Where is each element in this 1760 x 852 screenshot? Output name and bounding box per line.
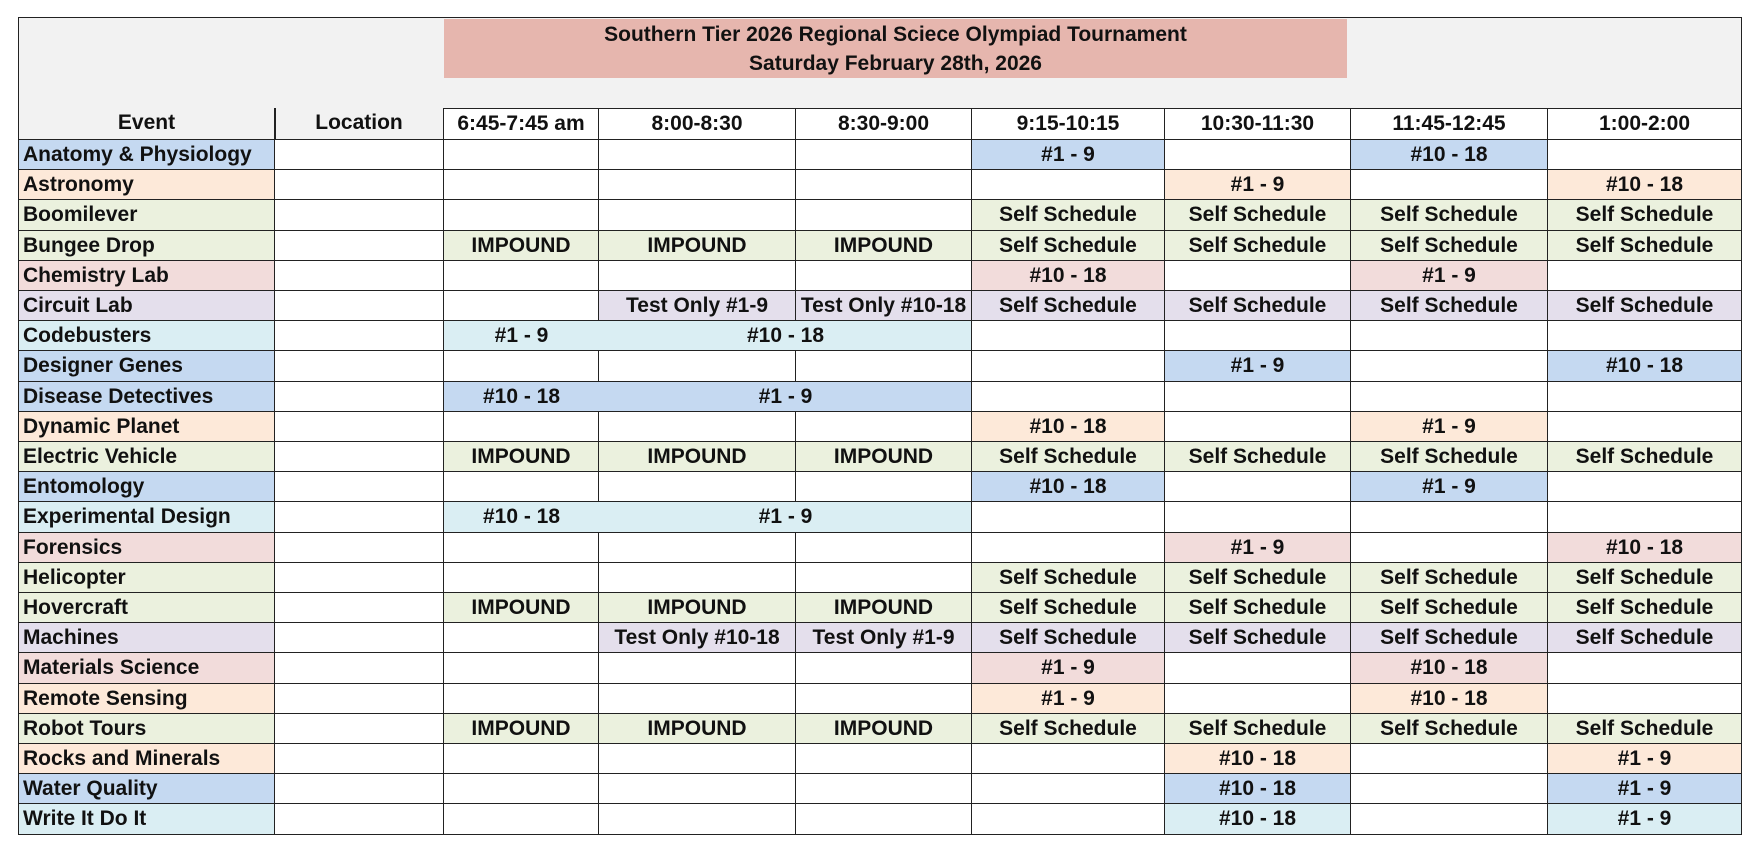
schedule-cell-anatomy-physiology-11-45-12-45[interactable]: #10 - 18 xyxy=(1351,140,1548,170)
schedule-cell-remote-sensing-1-00-2-00[interactable] xyxy=(1548,684,1742,714)
schedule-cell-machines-8-00-8-30[interactable]: Test Only #10-18 xyxy=(599,623,796,653)
header-divider xyxy=(274,108,276,140)
schedule-cell-write-it-do-it-6-45-7-45-am[interactable] xyxy=(444,804,599,834)
schedule-cell-bungee-drop-6-45-7-45-am[interactable]: IMPOUND xyxy=(444,231,599,261)
schedule-cell-astronomy-1-00-2-00[interactable]: #10 - 18 xyxy=(1548,170,1742,200)
schedule-cell-astronomy-6-45-7-45-am[interactable] xyxy=(444,170,599,200)
schedule-cell-designer-genes-10-30-11-30[interactable]: #1 - 9 xyxy=(1165,351,1351,381)
event-name-boomilever[interactable]: Boomilever xyxy=(18,200,275,230)
column-header-10-30-11-30: 10:30-11:30 xyxy=(1165,108,1351,140)
event-name-robot-tours[interactable]: Robot Tours xyxy=(18,714,275,744)
event-name-machines[interactable]: Machines xyxy=(18,623,275,653)
schedule-cell-boomilever-11-45-12-45[interactable]: Self Schedule xyxy=(1351,200,1548,230)
schedule-cell-boomilever-8-30-9-00[interactable] xyxy=(796,200,972,230)
schedule-cell-disease-detectives-location[interactable] xyxy=(275,382,444,412)
schedule-cell-electric-vehicle-6-45-7-45-am[interactable]: IMPOUND xyxy=(444,442,599,472)
schedule-cell-robot-tours-location[interactable] xyxy=(275,714,444,744)
schedule-cell-water-quality-8-00-8-30[interactable] xyxy=(599,774,796,804)
schedule-cell-electric-vehicle-8-30-9-00[interactable]: IMPOUND xyxy=(796,442,972,472)
schedule-cell-experimental-design-9-15-10-15[interactable] xyxy=(972,502,1165,532)
schedule-cell-astronomy-8-30-9-00[interactable] xyxy=(796,170,972,200)
schedule-cell-write-it-do-it-1-00-2-00[interactable]: #1 - 9 xyxy=(1548,804,1742,834)
schedule-cell-entomology-11-45-12-45[interactable]: #1 - 9 xyxy=(1351,472,1548,502)
schedule-cell-chemistry-lab-1-00-2-00[interactable] xyxy=(1548,261,1742,291)
schedule-cell-machines-9-15-10-15[interactable]: Self Schedule xyxy=(972,623,1165,653)
schedule-cell-experimental-design-location[interactable] xyxy=(275,502,444,532)
schedule-cell-rocks-and-minerals-8-00-8-30[interactable] xyxy=(599,744,796,774)
schedule-cell-chemistry-lab-11-45-12-45[interactable]: #1 - 9 xyxy=(1351,261,1548,291)
schedule-cell-dynamic-planet-1-00-2-00[interactable] xyxy=(1548,412,1742,442)
schedule-cell-forensics-11-45-12-45[interactable] xyxy=(1351,533,1548,563)
schedule-cell-hovercraft-9-15-10-15[interactable]: Self Schedule xyxy=(972,593,1165,623)
schedule-cell-boomilever-6-45-7-45-am[interactable] xyxy=(444,200,599,230)
event-name-electric-vehicle[interactable]: Electric Vehicle xyxy=(18,442,275,472)
schedule-cell-disease-detectives-11-45-12-45[interactable] xyxy=(1351,382,1548,412)
schedule-cell-circuit-lab-11-45-12-45[interactable]: Self Schedule xyxy=(1351,291,1548,321)
schedule-cell-boomilever-location[interactable] xyxy=(275,200,444,230)
schedule-cell-anatomy-physiology-location[interactable] xyxy=(275,140,444,170)
schedule-cell-materials-science-8-00-8-30[interactable] xyxy=(599,653,796,683)
schedule-cell-write-it-do-it-9-15-10-15[interactable] xyxy=(972,804,1165,834)
schedule-cell-forensics-9-15-10-15[interactable] xyxy=(972,533,1165,563)
schedule-cell-materials-science-6-45-7-45-am[interactable] xyxy=(444,653,599,683)
schedule-cell-designer-genes-11-45-12-45[interactable] xyxy=(1351,351,1548,381)
schedule-cell-designer-genes-1-00-2-00[interactable]: #10 - 18 xyxy=(1548,351,1742,381)
schedule-cell-machines-1-00-2-00[interactable]: Self Schedule xyxy=(1548,623,1742,653)
schedule-cell-materials-science-10-30-11-30[interactable] xyxy=(1165,653,1351,683)
column-header-1-00-2-00: 1:00-2:00 xyxy=(1548,108,1742,140)
schedule-cell-disease-detectives-10-30-11-30[interactable] xyxy=(1165,382,1351,412)
schedule-cell-astronomy-8-00-8-30[interactable] xyxy=(599,170,796,200)
column-header-8-30-9-00: 8:30-9:00 xyxy=(796,108,972,140)
schedule-cell-remote-sensing-9-15-10-15[interactable]: #1 - 9 xyxy=(972,684,1165,714)
schedule-cell-astronomy-9-15-10-15[interactable] xyxy=(972,170,1165,200)
schedule-cell-hovercraft-10-30-11-30[interactable]: Self Schedule xyxy=(1165,593,1351,623)
schedule-cell-anatomy-physiology-8-30-9-00[interactable] xyxy=(796,140,972,170)
schedule-cell-designer-genes-location[interactable] xyxy=(275,351,444,381)
schedule-cell-codebusters-location[interactable] xyxy=(275,321,444,351)
schedule-cell-remote-sensing-11-45-12-45[interactable]: #10 - 18 xyxy=(1351,684,1548,714)
schedule-cell-rocks-and-minerals-10-30-11-30[interactable]: #10 - 18 xyxy=(1165,744,1351,774)
schedule-cell-dynamic-planet-location[interactable] xyxy=(275,412,444,442)
schedule-cell-dynamic-planet-8-00-8-30[interactable] xyxy=(599,412,796,442)
schedule-cell-electric-vehicle-9-15-10-15[interactable]: Self Schedule xyxy=(972,442,1165,472)
schedule-cell-electric-vehicle-10-30-11-30[interactable]: Self Schedule xyxy=(1165,442,1351,472)
schedule-cell-experimental-design-10-30-11-30[interactable] xyxy=(1165,502,1351,532)
event-name-astronomy[interactable]: Astronomy xyxy=(18,170,275,200)
schedule-cell-dynamic-planet-9-15-10-15[interactable]: #10 - 18 xyxy=(972,412,1165,442)
schedule-cell-designer-genes-6-45-7-45-am[interactable] xyxy=(444,351,599,381)
schedule-cell-bungee-drop-9-15-10-15[interactable]: Self Schedule xyxy=(972,231,1165,261)
schedule-cell-materials-science-11-45-12-45[interactable]: #10 - 18 xyxy=(1351,653,1548,683)
schedule-cell-designer-genes-8-00-8-30[interactable] xyxy=(599,351,796,381)
schedule-cell-rocks-and-minerals-1-00-2-00[interactable]: #1 - 9 xyxy=(1548,744,1742,774)
schedule-cell-remote-sensing-8-00-8-30[interactable] xyxy=(599,684,796,714)
schedule-cell-robot-tours-9-15-10-15[interactable]: Self Schedule xyxy=(972,714,1165,744)
schedule-cell-rocks-and-minerals-11-45-12-45[interactable] xyxy=(1351,744,1548,774)
schedule-cell-rocks-and-minerals-9-15-10-15[interactable] xyxy=(972,744,1165,774)
schedule-cell-hovercraft-8-30-9-00[interactable]: IMPOUND xyxy=(796,593,972,623)
schedule-cell-dynamic-planet-10-30-11-30[interactable] xyxy=(1165,412,1351,442)
event-name-bungee-drop[interactable]: Bungee Drop xyxy=(18,231,275,261)
event-name-remote-sensing[interactable]: Remote Sensing xyxy=(18,684,275,714)
schedule-cell-hovercraft-11-45-12-45[interactable]: Self Schedule xyxy=(1351,593,1548,623)
schedule-cell-codebusters-1-00-2-00[interactable] xyxy=(1548,321,1742,351)
schedule-cell-entomology-location[interactable] xyxy=(275,472,444,502)
column-header-location: Location xyxy=(275,108,444,140)
event-name-entomology[interactable]: Entomology xyxy=(18,472,275,502)
schedule-cell-forensics-location[interactable] xyxy=(275,533,444,563)
schedule-cell-helicopter-9-15-10-15[interactable]: Self Schedule xyxy=(972,563,1165,593)
schedule-cell-circuit-lab-8-00-8-30[interactable]: Test Only #1-9 xyxy=(599,291,796,321)
schedule-cell-hovercraft-6-45-7-45-am[interactable]: IMPOUND xyxy=(444,593,599,623)
schedule-cell-remote-sensing-8-30-9-00[interactable] xyxy=(796,684,972,714)
schedule-cell-water-quality-8-30-9-00[interactable] xyxy=(796,774,972,804)
schedule-cell-remote-sensing-location[interactable] xyxy=(275,684,444,714)
schedule-cell-forensics-8-30-9-00[interactable] xyxy=(796,533,972,563)
schedule-cell-astronomy-10-30-11-30[interactable]: #1 - 9 xyxy=(1165,170,1351,200)
schedule-cell-write-it-do-it-11-45-12-45[interactable] xyxy=(1351,804,1548,834)
schedule-cell-machines-location[interactable] xyxy=(275,623,444,653)
schedule-cell-forensics-6-45-7-45-am[interactable] xyxy=(444,533,599,563)
span-label-codebusters-second: #10 - 18 xyxy=(746,324,825,348)
schedule-cell-anatomy-physiology-9-15-10-15[interactable]: #1 - 9 xyxy=(972,140,1165,170)
schedule-cell-dynamic-planet-8-30-9-00[interactable] xyxy=(796,412,972,442)
schedule-cell-write-it-do-it-8-00-8-30[interactable] xyxy=(599,804,796,834)
schedule-cell-chemistry-lab-9-15-10-15[interactable]: #10 - 18 xyxy=(972,261,1165,291)
schedule-cell-circuit-lab-6-45-7-45-am[interactable] xyxy=(444,291,599,321)
schedule-cell-materials-science-1-00-2-00[interactable] xyxy=(1548,653,1742,683)
schedule-cell-write-it-do-it-location[interactable] xyxy=(275,804,444,834)
schedule-cell-anatomy-physiology-6-45-7-45-am[interactable] xyxy=(444,140,599,170)
schedule-cell-robot-tours-1-00-2-00[interactable]: Self Schedule xyxy=(1548,714,1742,744)
schedule-cell-disease-detectives-1-00-2-00[interactable] xyxy=(1548,382,1742,412)
schedule-cell-remote-sensing-10-30-11-30[interactable] xyxy=(1165,684,1351,714)
schedule-cell-astronomy-location[interactable] xyxy=(275,170,444,200)
schedule-cell-water-quality-9-15-10-15[interactable] xyxy=(972,774,1165,804)
schedule-cell-helicopter-10-30-11-30[interactable]: Self Schedule xyxy=(1165,563,1351,593)
schedule-cell-robot-tours-8-00-8-30[interactable]: IMPOUND xyxy=(599,714,796,744)
schedule-cell-entomology-8-30-9-00[interactable] xyxy=(796,472,972,502)
schedule-cell-machines-11-45-12-45[interactable]: Self Schedule xyxy=(1351,623,1548,653)
schedule-cell-disease-detectives-9-15-10-15[interactable] xyxy=(972,382,1165,412)
event-name-designer-genes[interactable]: Designer Genes xyxy=(18,351,275,381)
event-name-materials-science[interactable]: Materials Science xyxy=(18,653,275,683)
schedule-cell-water-quality-1-00-2-00[interactable]: #1 - 9 xyxy=(1548,774,1742,804)
tournament-title: Southern Tier 2026 Regional Sciece Olympiad Tournament xyxy=(604,23,1187,46)
span-label-codebusters-first: #1 - 9 xyxy=(494,324,549,348)
schedule-cell-rocks-and-minerals-location[interactable] xyxy=(275,744,444,774)
event-name-helicopter[interactable]: Helicopter xyxy=(18,563,275,593)
schedule-cell-boomilever-8-00-8-30[interactable] xyxy=(599,200,796,230)
span-label-disease-detectives-first: #10 - 18 xyxy=(482,384,561,408)
schedule-cell-boomilever-1-00-2-00[interactable]: Self Schedule xyxy=(1548,200,1742,230)
schedule-cell-helicopter-11-45-12-45[interactable]: Self Schedule xyxy=(1351,563,1548,593)
schedule-cell-experimental-design-11-45-12-45[interactable] xyxy=(1351,502,1548,532)
schedule-cell-robot-tours-6-45-7-45-am[interactable]: IMPOUND xyxy=(444,714,599,744)
schedule-cell-chemistry-lab-8-00-8-30[interactable] xyxy=(599,261,796,291)
schedule-cell-boomilever-10-30-11-30[interactable]: Self Schedule xyxy=(1165,200,1351,230)
schedule-cell-materials-science-location[interactable] xyxy=(275,653,444,683)
schedule-cell-water-quality-10-30-11-30[interactable]: #10 - 18 xyxy=(1165,774,1351,804)
event-name-hovercraft[interactable]: Hovercraft xyxy=(18,593,275,623)
schedule-cell-materials-science-8-30-9-00[interactable] xyxy=(796,653,972,683)
event-name-forensics[interactable]: Forensics xyxy=(18,533,275,563)
event-name-circuit-lab[interactable]: Circuit Lab xyxy=(18,291,275,321)
schedule-cell-entomology-9-15-10-15[interactable]: #10 - 18 xyxy=(972,472,1165,502)
schedule-cell-codebusters-11-45-12-45[interactable] xyxy=(1351,321,1548,351)
schedule-cell-rocks-and-minerals-8-30-9-00[interactable] xyxy=(796,744,972,774)
schedule-cell-helicopter-1-00-2-00[interactable]: Self Schedule xyxy=(1548,563,1742,593)
event-name-experimental-design[interactable]: Experimental Design xyxy=(18,502,275,532)
schedule-cell-machines-10-30-11-30[interactable]: Self Schedule xyxy=(1165,623,1351,653)
event-name-write-it-do-it[interactable]: Write It Do It xyxy=(18,804,275,834)
schedule-cell-entomology-10-30-11-30[interactable] xyxy=(1165,472,1351,502)
schedule-cell-codebusters-10-30-11-30[interactable] xyxy=(1165,321,1351,351)
schedule-cell-helicopter-6-45-7-45-am[interactable] xyxy=(444,563,599,593)
schedule-cell-dynamic-planet-6-45-7-45-am[interactable] xyxy=(444,412,599,442)
span-label-disease-detectives-second: #1 - 9 xyxy=(758,384,813,408)
schedule-cell-forensics-1-00-2-00[interactable]: #10 - 18 xyxy=(1548,533,1742,563)
schedule-cell-water-quality-location[interactable] xyxy=(275,774,444,804)
schedule-cell-hovercraft-location[interactable] xyxy=(275,593,444,623)
schedule-cell-designer-genes-8-30-9-00[interactable] xyxy=(796,351,972,381)
schedule-cell-circuit-lab-9-15-10-15[interactable]: Self Schedule xyxy=(972,291,1165,321)
schedule-cell-helicopter-8-30-9-00[interactable] xyxy=(796,563,972,593)
schedule-cell-electric-vehicle-8-00-8-30[interactable]: IMPOUND xyxy=(599,442,796,472)
schedule-cell-machines-8-30-9-00[interactable]: Test Only #1-9 xyxy=(796,623,972,653)
event-name-anatomy-physiology[interactable]: Anatomy & Physiology xyxy=(18,140,275,170)
schedule-cell-machines-6-45-7-45-am[interactable] xyxy=(444,623,599,653)
schedule-cell-write-it-do-it-8-30-9-00[interactable] xyxy=(796,804,972,834)
event-name-disease-detectives[interactable]: Disease Detectives xyxy=(18,382,275,412)
schedule-cell-anatomy-physiology-10-30-11-30[interactable] xyxy=(1165,140,1351,170)
schedule-cell-circuit-lab-location[interactable] xyxy=(275,291,444,321)
schedule-cell-water-quality-11-45-12-45[interactable] xyxy=(1351,774,1548,804)
schedule-cell-chemistry-lab-location[interactable] xyxy=(275,261,444,291)
schedule-cell-materials-science-9-15-10-15[interactable]: #1 - 9 xyxy=(972,653,1165,683)
schedule-cell-boomilever-9-15-10-15[interactable]: Self Schedule xyxy=(972,200,1165,230)
schedule-cell-electric-vehicle-11-45-12-45[interactable]: Self Schedule xyxy=(1351,442,1548,472)
column-header-event: Event xyxy=(18,108,275,140)
schedule-cell-electric-vehicle-location[interactable] xyxy=(275,442,444,472)
schedule-cell-bungee-drop-1-00-2-00[interactable]: Self Schedule xyxy=(1548,231,1742,261)
schedule-cell-robot-tours-10-30-11-30[interactable]: Self Schedule xyxy=(1165,714,1351,744)
span-label-experimental-design-second: #1 - 9 xyxy=(758,505,813,529)
schedule-cell-remote-sensing-6-45-7-45-am[interactable] xyxy=(444,684,599,714)
schedule-cell-anatomy-physiology-8-00-8-30[interactable] xyxy=(599,140,796,170)
schedule-cell-bungee-drop-8-30-9-00[interactable]: IMPOUND xyxy=(796,231,972,261)
schedule-cell-forensics-8-00-8-30[interactable] xyxy=(599,533,796,563)
schedule-cell-anatomy-physiology-1-00-2-00[interactable] xyxy=(1548,140,1742,170)
schedule-cell-bungee-drop-11-45-12-45[interactable]: Self Schedule xyxy=(1351,231,1548,261)
schedule-cell-experimental-design-1-00-2-00[interactable] xyxy=(1548,502,1742,532)
event-name-chemistry-lab[interactable]: Chemistry Lab xyxy=(18,261,275,291)
schedule-cell-chemistry-lab-8-30-9-00[interactable] xyxy=(796,261,972,291)
schedule-cell-bungee-drop-location[interactable] xyxy=(275,231,444,261)
column-header-8-00-8-30: 8:00-8:30 xyxy=(599,108,796,140)
schedule-cell-astronomy-11-45-12-45[interactable] xyxy=(1351,170,1548,200)
schedule-cell-entomology-6-45-7-45-am[interactable] xyxy=(444,472,599,502)
schedule-cell-chemistry-lab-10-30-11-30[interactable] xyxy=(1165,261,1351,291)
schedule-cell-water-quality-6-45-7-45-am[interactable] xyxy=(444,774,599,804)
schedule-cell-bungee-drop-10-30-11-30[interactable]: Self Schedule xyxy=(1165,231,1351,261)
schedule-cell-designer-genes-9-15-10-15[interactable] xyxy=(972,351,1165,381)
schedule-cell-chemistry-lab-6-45-7-45-am[interactable] xyxy=(444,261,599,291)
schedule-cell-rocks-and-minerals-6-45-7-45-am[interactable] xyxy=(444,744,599,774)
schedule-cell-circuit-lab-8-30-9-00[interactable]: Test Only #10-18 xyxy=(796,291,972,321)
schedule-cell-entomology-1-00-2-00[interactable] xyxy=(1548,472,1742,502)
schedule-cell-hovercraft-8-00-8-30[interactable]: IMPOUND xyxy=(599,593,796,623)
column-header-6-45-7-45-am: 6:45-7:45 am xyxy=(444,108,599,140)
event-name-codebusters[interactable]: Codebusters xyxy=(18,321,275,351)
event-name-dynamic-planet[interactable]: Dynamic Planet xyxy=(18,412,275,442)
schedule-cell-helicopter-8-00-8-30[interactable] xyxy=(599,563,796,593)
event-name-rocks-and-minerals[interactable]: Rocks and Minerals xyxy=(18,744,275,774)
schedule-cell-robot-tours-8-30-9-00[interactable]: IMPOUND xyxy=(796,714,972,744)
column-header-9-15-10-15: 9:15-10:15 xyxy=(972,108,1165,140)
column-header-11-45-12-45: 11:45-12:45 xyxy=(1351,108,1548,140)
schedule-cell-write-it-do-it-10-30-11-30[interactable]: #10 - 18 xyxy=(1165,804,1351,834)
schedule-cell-dynamic-planet-11-45-12-45[interactable]: #1 - 9 xyxy=(1351,412,1548,442)
span-label-experimental-design-first: #10 - 18 xyxy=(482,505,561,529)
schedule-cell-codebusters-9-15-10-15[interactable] xyxy=(972,321,1165,351)
event-name-water-quality[interactable]: Water Quality xyxy=(18,774,275,804)
schedule-cell-electric-vehicle-1-00-2-00[interactable]: Self Schedule xyxy=(1548,442,1742,472)
tournament-date: Saturday February 28th, 2026 xyxy=(749,52,1042,75)
schedule-cell-hovercraft-1-00-2-00[interactable]: Self Schedule xyxy=(1548,593,1742,623)
schedule-cell-bungee-drop-8-00-8-30[interactable]: IMPOUND xyxy=(599,231,796,261)
schedule-cell-circuit-lab-1-00-2-00[interactable]: Self Schedule xyxy=(1548,291,1742,321)
schedule-cell-helicopter-location[interactable] xyxy=(275,563,444,593)
schedule-cell-entomology-8-00-8-30[interactable] xyxy=(599,472,796,502)
schedule-cell-robot-tours-11-45-12-45[interactable]: Self Schedule xyxy=(1351,714,1548,744)
schedule-cell-forensics-10-30-11-30[interactable]: #1 - 9 xyxy=(1165,533,1351,563)
schedule-cell-circuit-lab-10-30-11-30[interactable]: Self Schedule xyxy=(1165,291,1351,321)
